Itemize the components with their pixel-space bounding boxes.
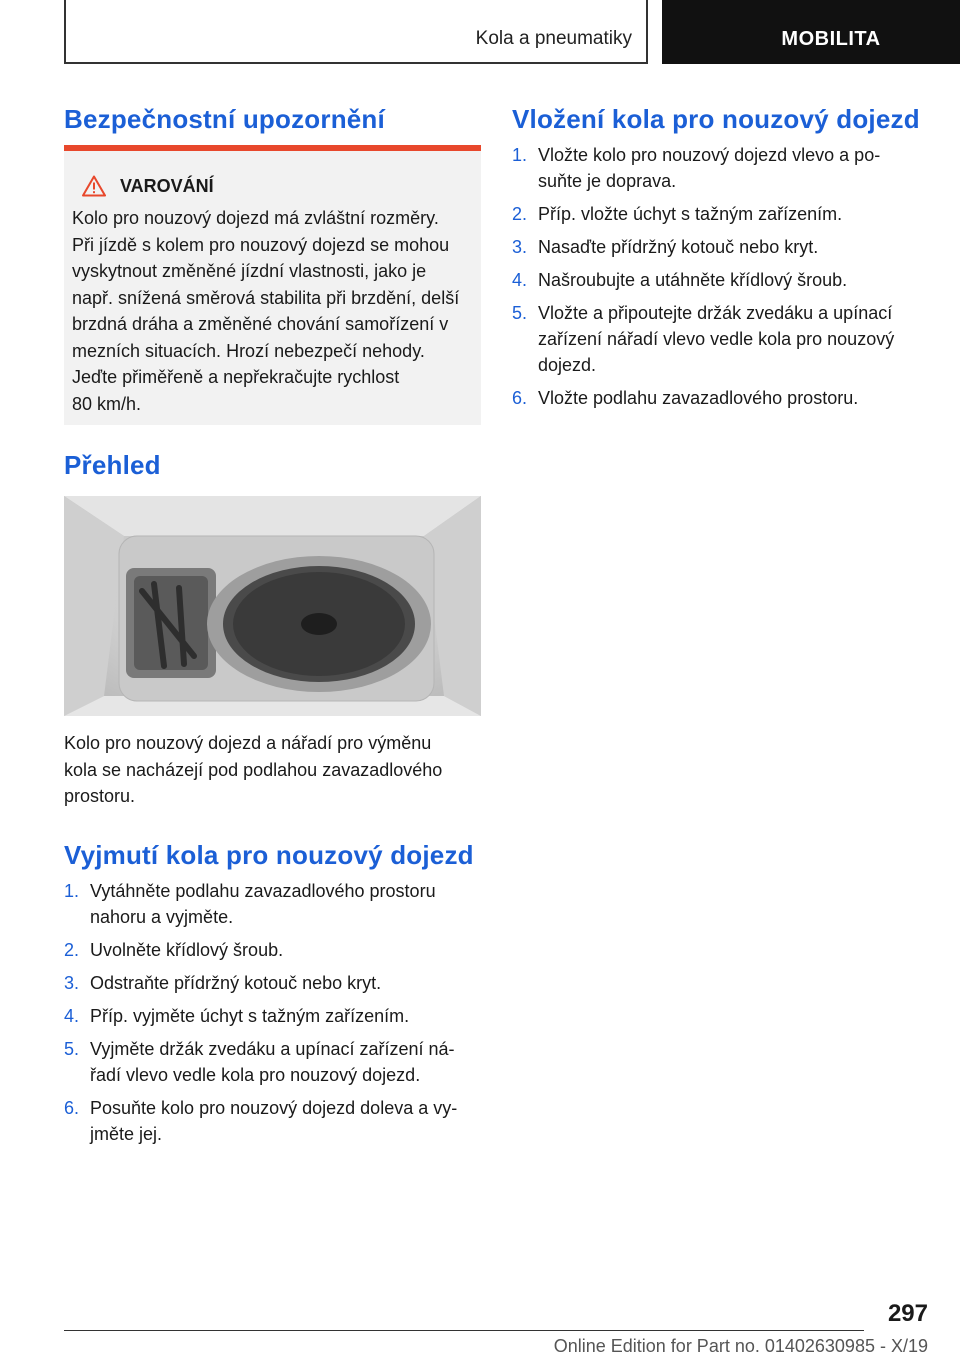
step-line: Posuňte kolo pro nouzový dojezd doleva a vy- bbox=[90, 1098, 458, 1118]
step-number: 2. bbox=[512, 204, 528, 224]
step-item bbox=[512, 234, 932, 260]
step-number: 4. bbox=[64, 1006, 80, 1026]
safety-heading: Bezpečnostní upozornění bbox=[64, 104, 385, 134]
step-line: dojezd. bbox=[538, 355, 597, 375]
step-text bbox=[90, 878, 436, 930]
warning-line: např. snížená směrová stabilita při brzdění, delší bbox=[72, 287, 460, 308]
step-line: Nasaďte přídržný kotouč nebo kryt. bbox=[538, 237, 819, 257]
insertion-steps bbox=[512, 142, 932, 418]
warning-line: vyskytnout změněné jízdní vlastnosti, jako je bbox=[72, 261, 427, 281]
step-number: 1. bbox=[512, 145, 528, 165]
step-number: 3. bbox=[64, 973, 80, 993]
step-text bbox=[538, 142, 880, 194]
step-line: zařízení nářadí vlevo vedle kola pro nouzový bbox=[538, 329, 895, 349]
step-item bbox=[64, 1003, 481, 1029]
step-line: Vyjměte držák zvedáku a upínací zařízení ná- bbox=[90, 1039, 455, 1059]
caption-line: prostoru. bbox=[64, 786, 136, 806]
step-item bbox=[512, 385, 932, 411]
step-line: Vložte a připoutejte držák zvedáku a upínací bbox=[538, 303, 893, 323]
step-text bbox=[90, 1036, 455, 1088]
step-text bbox=[538, 300, 894, 378]
step-number: 5. bbox=[512, 303, 528, 323]
caption-line: Kolo pro nouzový dojezd a nářadí pro výměnu bbox=[64, 733, 432, 753]
warning-line: Při jízdě s kolem pro nouzový dojezd se mohou bbox=[72, 234, 450, 255]
step-line: Uvolněte křídlový šroub. bbox=[90, 940, 284, 960]
overview-caption bbox=[64, 730, 481, 810]
header-section-title: Kola a pneumatiky bbox=[475, 28, 632, 49]
footer-rule bbox=[64, 1330, 864, 1331]
step-item bbox=[64, 1036, 481, 1088]
caption-line: kola se nacházejí pod podlahou zavazadlového bbox=[64, 759, 443, 780]
insertion-heading: Vložení kola pro nouzový dojezd bbox=[512, 104, 920, 134]
step-number: 6. bbox=[64, 1098, 80, 1118]
step-text bbox=[538, 385, 858, 411]
step-number: 6. bbox=[512, 388, 528, 408]
step-item bbox=[512, 267, 932, 293]
step-item bbox=[512, 300, 932, 378]
step-line: Příp. vyjměte úchyt s tažným zařízením. bbox=[90, 1006, 410, 1026]
step-line: Vytáhněte podlahu zavazadlového prostoru bbox=[90, 881, 436, 901]
warning-title: VAROVÁNÍ bbox=[120, 175, 214, 196]
warning-triangle-icon bbox=[82, 175, 106, 197]
step-line: nahoru a vyjměte. bbox=[90, 907, 234, 927]
step-line: Našroubujte a utáhněte křídlový šroub. bbox=[538, 270, 848, 290]
step-line: Vložte kolo pro nouzový dojezd vlevo a po- bbox=[538, 145, 881, 165]
step-line: Odstraňte přídržný kotouč nebo kryt. bbox=[90, 973, 382, 993]
warning-line: Jeďte přiměřeně a nepřekračujte rychlost bbox=[72, 367, 400, 387]
trunk-spare-wheel-photo bbox=[64, 496, 481, 716]
step-line: řadí vlevo vedle kola pro nouzový dojezd. bbox=[90, 1065, 421, 1085]
warning-line: Kolo pro nouzový dojezd má zvláštní rozměry. bbox=[72, 208, 439, 228]
warning-text bbox=[72, 205, 473, 417]
edition-note: Online Edition for Part no. 01402630985 - X/19 bbox=[553, 1336, 928, 1356]
removal-steps bbox=[64, 878, 481, 1154]
warning-line: mezních situacích. Hrozí nebezpečí nehody. bbox=[72, 340, 425, 361]
step-text bbox=[90, 937, 283, 963]
step-line: Příp. vložte úchyt s tažným zařízením. bbox=[538, 204, 843, 224]
removal-heading: Vyjmutí kola pro nouzový dojezd bbox=[64, 840, 474, 870]
step-text bbox=[90, 970, 381, 996]
step-text bbox=[538, 201, 842, 227]
step-item bbox=[512, 201, 932, 227]
step-number: 4. bbox=[512, 270, 528, 290]
header-frame bbox=[64, 0, 648, 64]
step-number: 2. bbox=[64, 940, 80, 960]
step-text bbox=[538, 267, 847, 293]
step-number: 5. bbox=[64, 1039, 80, 1059]
page-number: 297 bbox=[887, 1300, 928, 1327]
overview-heading: Přehled bbox=[64, 450, 161, 480]
step-line: suňte je doprava. bbox=[538, 171, 677, 191]
step-item bbox=[64, 970, 481, 996]
step-number: 1. bbox=[64, 881, 80, 901]
step-line: Vložte podlahu zavazadlového prostoru. bbox=[538, 388, 859, 408]
trunk-illustration bbox=[64, 496, 481, 716]
step-line: jměte jej. bbox=[90, 1124, 163, 1144]
step-item bbox=[512, 142, 932, 194]
step-item bbox=[64, 1095, 481, 1147]
header-chapter-label: MOBILITA bbox=[781, 27, 881, 50]
step-item bbox=[64, 878, 481, 930]
step-text bbox=[90, 1095, 457, 1147]
warning-box bbox=[64, 145, 481, 425]
warning-line: brzdná dráha a změněné chování samořízení v bbox=[72, 314, 449, 334]
step-item bbox=[64, 937, 481, 963]
step-number: 3. bbox=[512, 237, 528, 257]
step-text bbox=[90, 1003, 409, 1029]
step-text bbox=[538, 234, 818, 260]
warning-line: 80 km/h. bbox=[72, 393, 142, 414]
warning-header bbox=[72, 175, 473, 197]
header-chapter-tab bbox=[662, 0, 960, 64]
